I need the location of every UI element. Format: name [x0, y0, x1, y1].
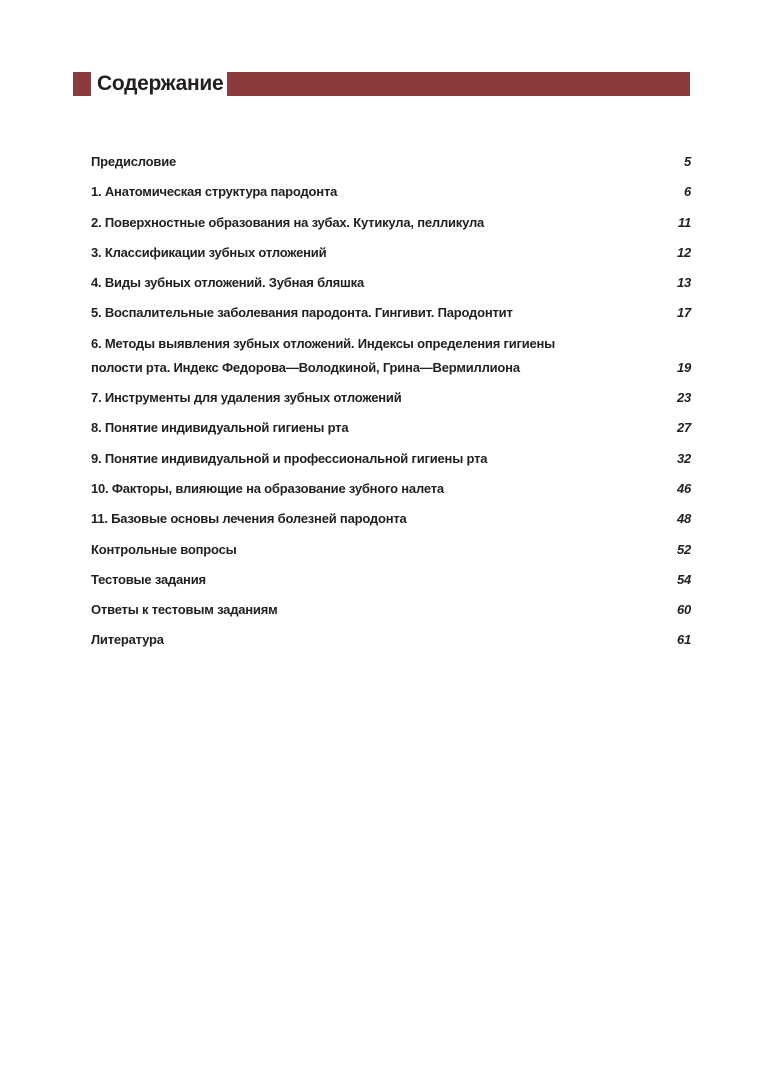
toc-entry-page: 46 [676, 480, 691, 496]
toc-entry-5[interactable] [91, 301, 691, 325]
toc-entry-label: 3. Классификации зубных отложений [91, 244, 327, 260]
toc-entry-page: 61 [676, 632, 691, 648]
toc-entry-label: 5. Воспалительные заболевания пародонта. Гингивит. Пародонтит [91, 305, 513, 321]
toc-entry-11[interactable] [91, 507, 691, 531]
toc-entry-6[interactable] [91, 332, 691, 380]
toc-entry-9[interactable] [91, 447, 691, 471]
contents-heading-bar [73, 72, 690, 96]
toc-entry-page: 54 [676, 571, 691, 587]
toc-entry-page: 27 [676, 420, 691, 436]
toc-entry-test-answers[interactable] [91, 598, 691, 622]
toc-entry-page: 6 [683, 184, 691, 200]
toc-entry-2[interactable] [91, 211, 691, 235]
toc-entry-10[interactable] [91, 477, 691, 501]
toc-entry-label-continued: полости рта. Индекс Федорова—Володкиной, Грина—Вермиллиона [91, 359, 520, 375]
toc-entry-label: Литература [91, 632, 164, 648]
toc-entry-label: 10. Факторы, влияющие на образование зубного налета [91, 480, 444, 496]
toc-entry-page: 5 [683, 154, 691, 169]
toc-entry-page: 48 [676, 511, 691, 527]
toc-entry-label: 4. Виды зубных отложений. Зубная бляшка [91, 275, 365, 291]
toc-entry-3[interactable] [91, 241, 691, 265]
toc-entry-review-questions[interactable] [91, 538, 691, 562]
toc-entry-label: 11. Базовые основы лечения болезней пародонта [91, 511, 407, 527]
toc-entry-page: 52 [676, 541, 691, 557]
heading-accent-block-left [73, 72, 91, 96]
toc-entry-page: 13 [676, 275, 691, 291]
toc-entry-page: 17 [676, 305, 691, 321]
toc-entry-label: 9. Понятие индивидуальной и профессиональной гигиены рта [91, 450, 488, 466]
table-of-contents [91, 150, 691, 659]
toc-entry-label: 2. Поверхностные образования на зубах. Кутикула, пелликула [91, 214, 485, 230]
toc-entry-7[interactable] [91, 386, 691, 410]
toc-entry-literature[interactable] [91, 628, 691, 652]
toc-entry-4[interactable] [91, 271, 691, 295]
toc-entry-label: 6. Методы выявления зубных отложений. Индексы определения гигиены [91, 335, 556, 351]
toc-entry-label: Тестовые задания [91, 571, 206, 587]
toc-entry-page: 12 [676, 244, 691, 260]
toc-entry-label: 1. Анатомическая структура пародонта [91, 184, 338, 200]
toc-entry-label: Предисловие [91, 154, 177, 169]
toc-entry-page: 19 [676, 359, 691, 375]
toc-entry-label: 7. Инструменты для удаления зубных отложений [91, 390, 402, 406]
toc-entry-page: 32 [676, 450, 691, 466]
toc-entry-page: 23 [676, 390, 691, 406]
toc-entry-label: Контрольные вопросы [91, 541, 237, 557]
toc-entry-preface[interactable] [91, 150, 691, 174]
toc-entry-test-tasks[interactable] [91, 568, 691, 592]
toc-entry-page: 11 [677, 214, 691, 230]
toc-entry-page: 60 [676, 602, 691, 618]
toc-entry-label: Ответы к тестовым заданиям [91, 602, 278, 618]
toc-entry-8[interactable] [91, 416, 691, 440]
toc-entry-1[interactable] [91, 180, 691, 204]
heading-accent-bar-right [227, 72, 690, 96]
contents-title: Содержание [97, 72, 224, 95]
toc-entry-label: 8. Понятие индивидуальной гигиены рта [91, 420, 349, 436]
